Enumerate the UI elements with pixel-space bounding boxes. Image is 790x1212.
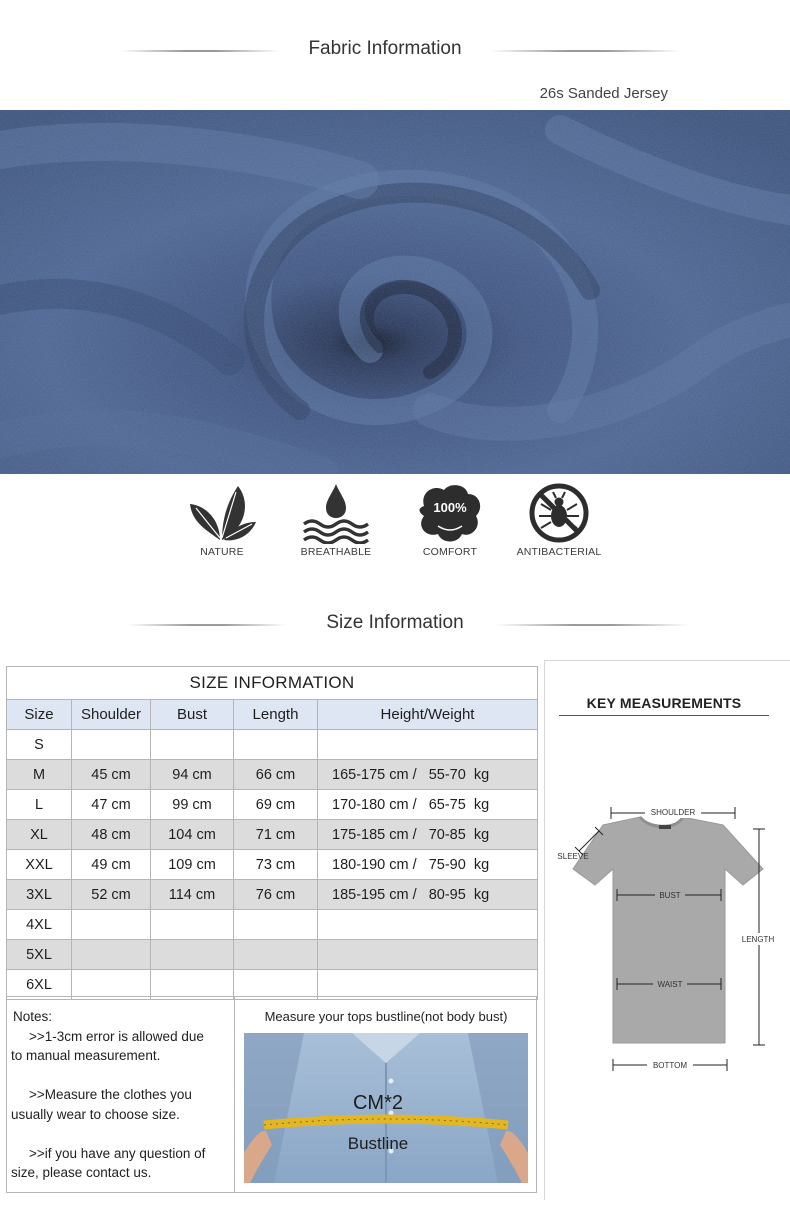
leaves-icon <box>162 482 282 544</box>
note-text-rest: size, please contact us. <box>11 1165 152 1180</box>
tshirt-diagram <box>545 781 790 1081</box>
note-item <box>11 1144 231 1183</box>
bust-cell: 94 cm <box>151 760 234 790</box>
bust-cell: 114 cm <box>151 880 234 910</box>
table-row <box>7 790 538 820</box>
shoulder-cell <box>72 730 151 760</box>
bottom-label: BOTTOM <box>652 1061 688 1070</box>
table-row <box>7 880 538 910</box>
size-cell: L <box>7 790 72 820</box>
size-cell: 4XL <box>7 910 72 940</box>
fabric-photo <box>0 110 790 474</box>
bust-label: BUST <box>659 891 681 900</box>
sleeve-label: SLEEVE <box>557 852 589 861</box>
table-header-row <box>7 700 538 730</box>
bust-cell <box>151 910 234 940</box>
note-text-rest: to manual measurement. <box>11 1048 161 1063</box>
note-text-rest: usually wear to choose size. <box>11 1106 180 1122</box>
note-bullet: >> <box>29 1087 45 1102</box>
water-drop-icon <box>276 482 396 544</box>
table-row <box>7 970 538 1000</box>
size-cell: M <box>7 760 72 790</box>
note-text-first: if you have any question of <box>44 1145 206 1161</box>
note-item <box>11 1085 231 1124</box>
length-cell <box>234 940 318 970</box>
size-cell: 5XL <box>7 940 72 970</box>
bustline-multiplier: CM*2 <box>352 1092 404 1114</box>
feature-nature <box>162 482 282 558</box>
notes-title: Notes: <box>13 1009 53 1024</box>
table-caption: SIZE INFORMATION <box>7 667 538 700</box>
height-weight-cell: 175-185 cm / 70-85 kg <box>318 820 538 850</box>
length-cell: 69 cm <box>234 790 318 820</box>
note-bullet: >> <box>29 1028 45 1044</box>
feature-label: COMFORT <box>422 546 478 558</box>
length-cell: 66 cm <box>234 760 318 790</box>
key-measurements-title: KEY MEASUREMENTS <box>586 695 742 711</box>
bust-cell: 99 cm <box>151 790 234 820</box>
title-underline <box>559 715 769 716</box>
waist-label: WAIST <box>657 980 683 989</box>
shoulder-cell: 49 cm <box>72 850 151 880</box>
height-weight-cell <box>318 940 538 970</box>
feature-label: ANTIBACTERIAL <box>516 546 602 558</box>
feature-antibacterial <box>499 482 619 558</box>
size-cell: 3XL <box>7 880 72 910</box>
length-label: LENGTH <box>741 935 775 944</box>
length-cell: 76 cm <box>234 880 318 910</box>
size-information-header <box>0 604 790 644</box>
height-weight-cell: 185-195 cm / 80-95 kg <box>318 880 538 910</box>
fabric-information-header <box>0 30 790 70</box>
shoulder-label: SHOULDER <box>650 808 696 817</box>
height-weight-cell <box>318 910 538 940</box>
length-cell: 73 cm <box>234 850 318 880</box>
length-cell <box>234 970 318 1000</box>
height-weight-cell: 165-175 cm / 55-70 kg <box>318 760 538 790</box>
table-row <box>7 910 538 940</box>
size-cell: XL <box>7 820 72 850</box>
feature-comfort <box>390 482 510 558</box>
fabric-name: 26s Sanded Jersey <box>539 85 668 102</box>
shoulder-cell <box>72 970 151 1000</box>
bustline-caption: Measure your tops bustline(not body bust) <box>264 1009 508 1024</box>
note-bullet: >> <box>29 1145 45 1161</box>
shoulder-cell: 45 cm <box>72 760 151 790</box>
table-row <box>7 760 538 790</box>
length-cell <box>234 730 318 760</box>
no-bug-icon <box>499 482 619 544</box>
note-text-first: Measure the clothes you <box>44 1087 192 1102</box>
divider-right <box>490 50 680 52</box>
length-cell: 71 cm <box>234 820 318 850</box>
shoulder-cell <box>72 910 151 940</box>
bust-cell <box>151 970 234 1000</box>
table-row <box>7 850 538 880</box>
svg-text:100%: 100% <box>433 500 467 515</box>
column-header: Height/Weight <box>318 700 538 730</box>
cotton-100-icon <box>390 482 510 544</box>
height-weight-cell: 180-190 cm / 75-90 kg <box>318 850 538 880</box>
bustline-panel <box>236 997 536 1192</box>
bust-cell <box>151 730 234 760</box>
divider-right <box>496 624 688 626</box>
key-measurements-panel <box>544 660 790 1200</box>
section-title: Size Information <box>326 612 464 633</box>
table-row <box>7 730 538 760</box>
feature-label: BREATHABLE <box>300 546 372 558</box>
notes-panel <box>7 997 235 1192</box>
bust-cell <box>151 940 234 970</box>
table-caption-row <box>7 667 538 700</box>
size-cell: 6XL <box>7 970 72 1000</box>
shoulder-cell <box>72 940 151 970</box>
feature-label: NATURE <box>200 546 244 558</box>
length-cell <box>234 910 318 940</box>
shoulder-cell: 52 cm <box>72 880 151 910</box>
bust-cell: 109 cm <box>151 850 234 880</box>
note-item <box>11 1027 231 1066</box>
notes-box <box>6 996 537 1193</box>
size-table <box>6 666 538 1000</box>
bustline-label: Bustline <box>347 1134 409 1153</box>
column-header: Shoulder <box>72 700 151 730</box>
section-title: Fabric Information <box>308 38 462 59</box>
bustline-photo <box>244 1033 528 1183</box>
feature-breathable <box>276 482 396 558</box>
bust-cell: 104 cm <box>151 820 234 850</box>
height-weight-cell: 170-180 cm / 65-75 kg <box>318 790 538 820</box>
column-header: Size <box>7 700 72 730</box>
shoulder-cell: 47 cm <box>72 790 151 820</box>
height-weight-cell <box>318 970 538 1000</box>
size-cell: XXL <box>7 850 72 880</box>
height-weight-cell <box>318 730 538 760</box>
shoulder-cell: 48 cm <box>72 820 151 850</box>
note-text-first: 1-3cm error is allowed due <box>44 1028 204 1044</box>
column-header: Length <box>234 700 318 730</box>
table-row <box>7 940 538 970</box>
size-cell: S <box>7 730 72 760</box>
column-header: Bust <box>151 700 234 730</box>
table-row <box>7 820 538 850</box>
